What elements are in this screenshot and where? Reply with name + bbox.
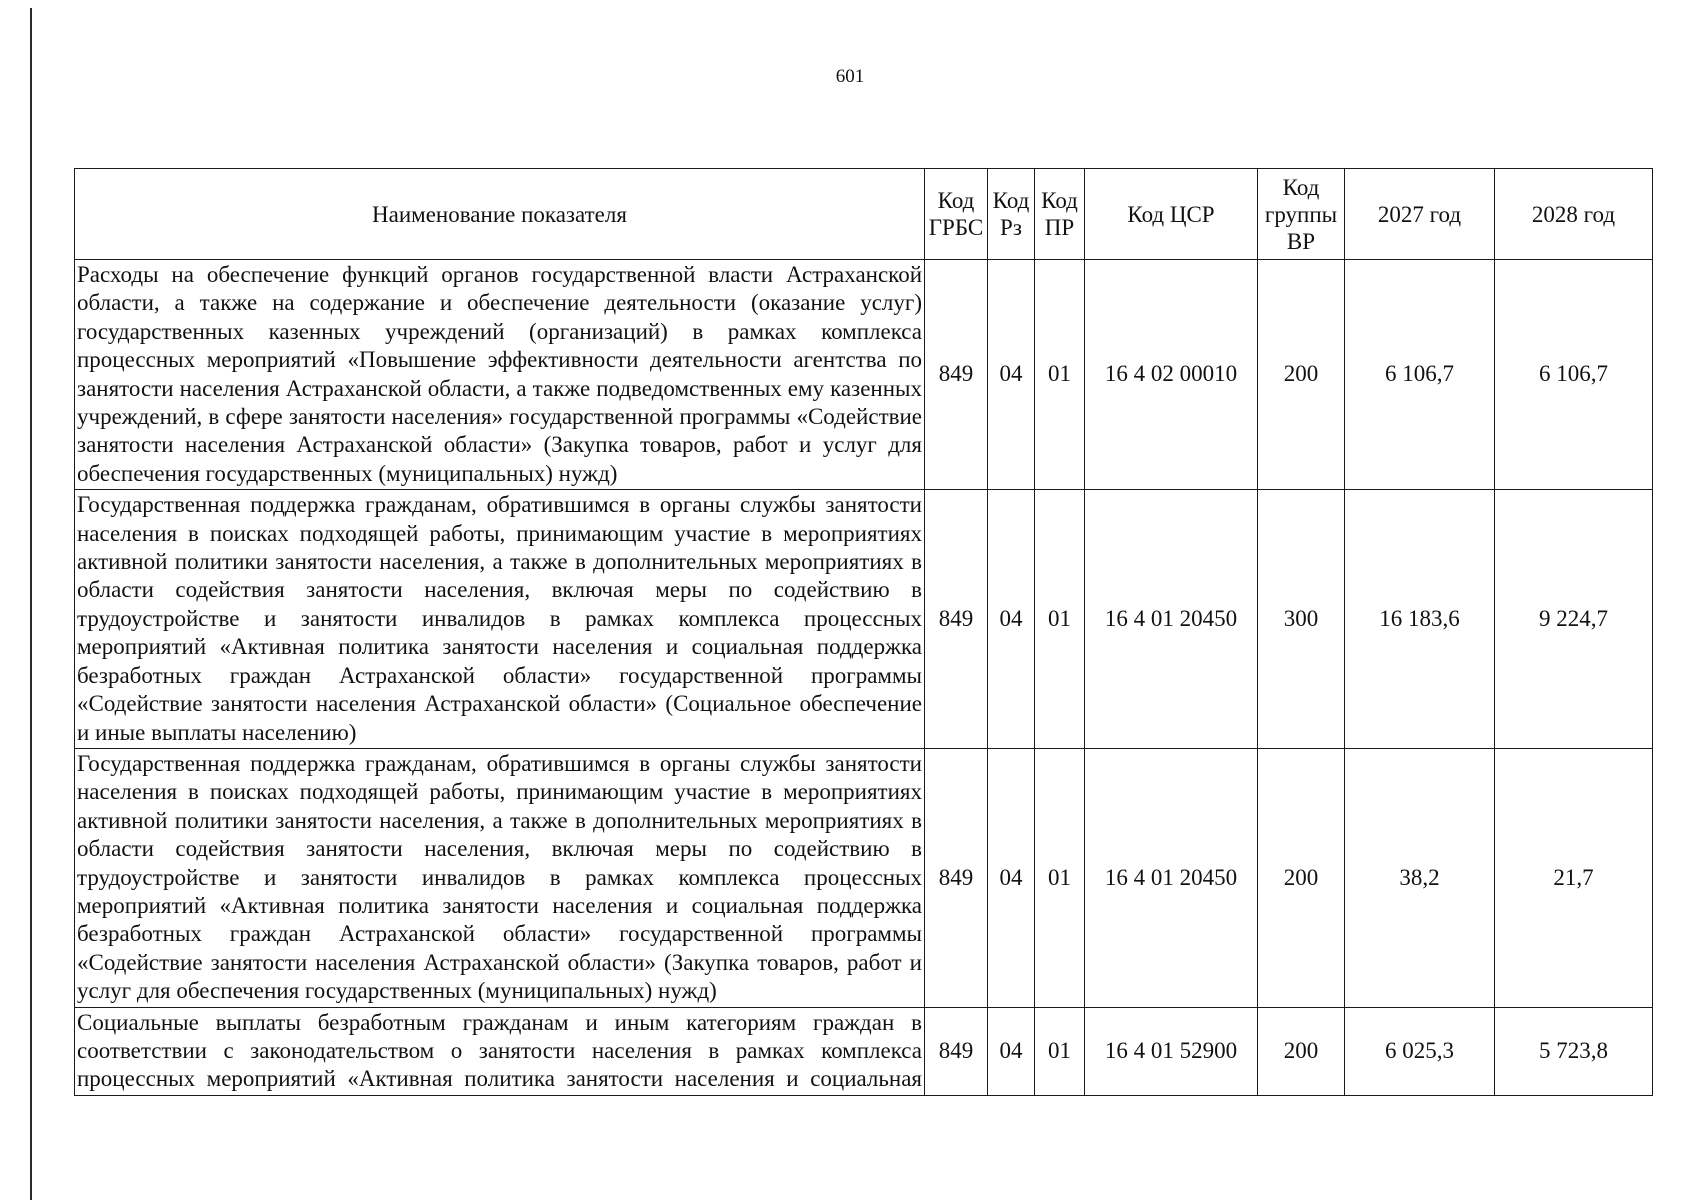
- row-rz: 04: [988, 260, 1035, 490]
- table-row: [75, 260, 1653, 490]
- row-pr: 01: [1035, 490, 1085, 749]
- row-grbs: 849: [925, 260, 988, 490]
- row-grbs: 849: [925, 490, 988, 749]
- row-2028: 21,7: [1495, 748, 1653, 1007]
- row-grbs: 849: [925, 748, 988, 1007]
- row-grbs: 849: [925, 1007, 988, 1095]
- row-2027: 6 025,3: [1345, 1007, 1495, 1095]
- row-vr: 200: [1258, 748, 1345, 1007]
- row-vr: 300: [1258, 490, 1345, 749]
- row-name: Расходы на обеспечение функций органов государственной власти Астраханской области, а также на содержание и обеспечение деятельности (оказание услуг) государственных казенных учреждений (организаций) в рамках комплекса процессных мероприятий «Повышение эффективности деятельности агентства по занятости населения Астраханской области, а также подведомственных ему казенных учреждений, в сфере занятости населения» государственной программы «Содействие занятости населения Астраханской области» (Закупка товаров, работ и услуг для обеспечения государственных (муниципальных) нужд): [75, 260, 925, 490]
- table-row: [75, 1007, 1653, 1095]
- row-rz: 04: [988, 490, 1035, 749]
- row-vr: 200: [1258, 1007, 1345, 1095]
- row-pr: 01: [1035, 1007, 1085, 1095]
- row-2027: 38,2: [1345, 748, 1495, 1007]
- header-csr: Код ЦСР: [1085, 169, 1258, 260]
- budget-table: [74, 168, 1653, 1096]
- header-name: Наименование показателя: [75, 169, 925, 260]
- header-vr: Код группы ВР: [1258, 169, 1345, 260]
- page-number: 601: [835, 66, 865, 87]
- row-csr: 16 4 01 20450: [1085, 748, 1258, 1007]
- table-row: [75, 490, 1653, 749]
- header-pr: Код ПР: [1035, 169, 1085, 260]
- row-2028: 5 723,8: [1495, 1007, 1653, 1095]
- row-rz: 04: [988, 1007, 1035, 1095]
- row-rz: 04: [988, 748, 1035, 1007]
- row-csr: 16 4 02 00010: [1085, 260, 1258, 490]
- table-row: [75, 748, 1653, 1007]
- row-2027: 6 106,7: [1345, 260, 1495, 490]
- header-2028: 2028 год: [1495, 169, 1653, 260]
- row-pr: 01: [1035, 260, 1085, 490]
- header-rz: Код Рз: [988, 169, 1035, 260]
- scan-edge-line: [30, 8, 32, 1200]
- row-name: Социальные выплаты безработным гражданам и иным категориям граждан в соответствии с законодательством о занятости населения в рамках комплекса процессных мероприятий «Активная политика занятости населения и социальная: [75, 1007, 925, 1095]
- header-2027: 2027 год: [1345, 169, 1495, 260]
- row-name: Государственная поддержка гражданам, обратившимся в органы службы занятости населения в поисках подходящей работы, принимающим участие в мероприятиях активной политики занятости населения, а также в дополнительных мероприятиях в области содействия занятости населения, включая меры по содействию в трудоустройстве и занятости инвалидов в рамках комплекса процессных мероприятий «Активная политика занятости населения и социальная поддержка безработных граждан Астраханской области» государственной программы «Содействие занятости населения Астраханской области» (Социальное обеспечение и иные выплаты населению): [75, 490, 925, 749]
- row-csr: 16 4 01 52900: [1085, 1007, 1258, 1095]
- table-header-row: [75, 169, 1653, 260]
- row-name: Государственная поддержка гражданам, обратившимся в органы службы занятости населения в поисках подходящей работы, принимающим участие в мероприятиях активной политики занятости населения, а также в дополнительных мероприятиях в области содействия занятости населения, включая меры по содействию в трудоустройстве и занятости инвалидов в рамках комплекса процессных мероприятий «Активная политика занятости населения и социальная поддержка безработных граждан Астраханской области» государственной программы «Содействие занятости населения Астраханской области» (Закупка товаров, работ и услуг для обеспечения государственных (муниципальных) нужд): [75, 748, 925, 1007]
- row-2027: 16 183,6: [1345, 490, 1495, 749]
- header-grbs: Код ГРБС: [925, 169, 988, 260]
- row-2028: 6 106,7: [1495, 260, 1653, 490]
- row-csr: 16 4 01 20450: [1085, 490, 1258, 749]
- row-pr: 01: [1035, 748, 1085, 1007]
- row-2028: 9 224,7: [1495, 490, 1653, 749]
- row-vr: 200: [1258, 260, 1345, 490]
